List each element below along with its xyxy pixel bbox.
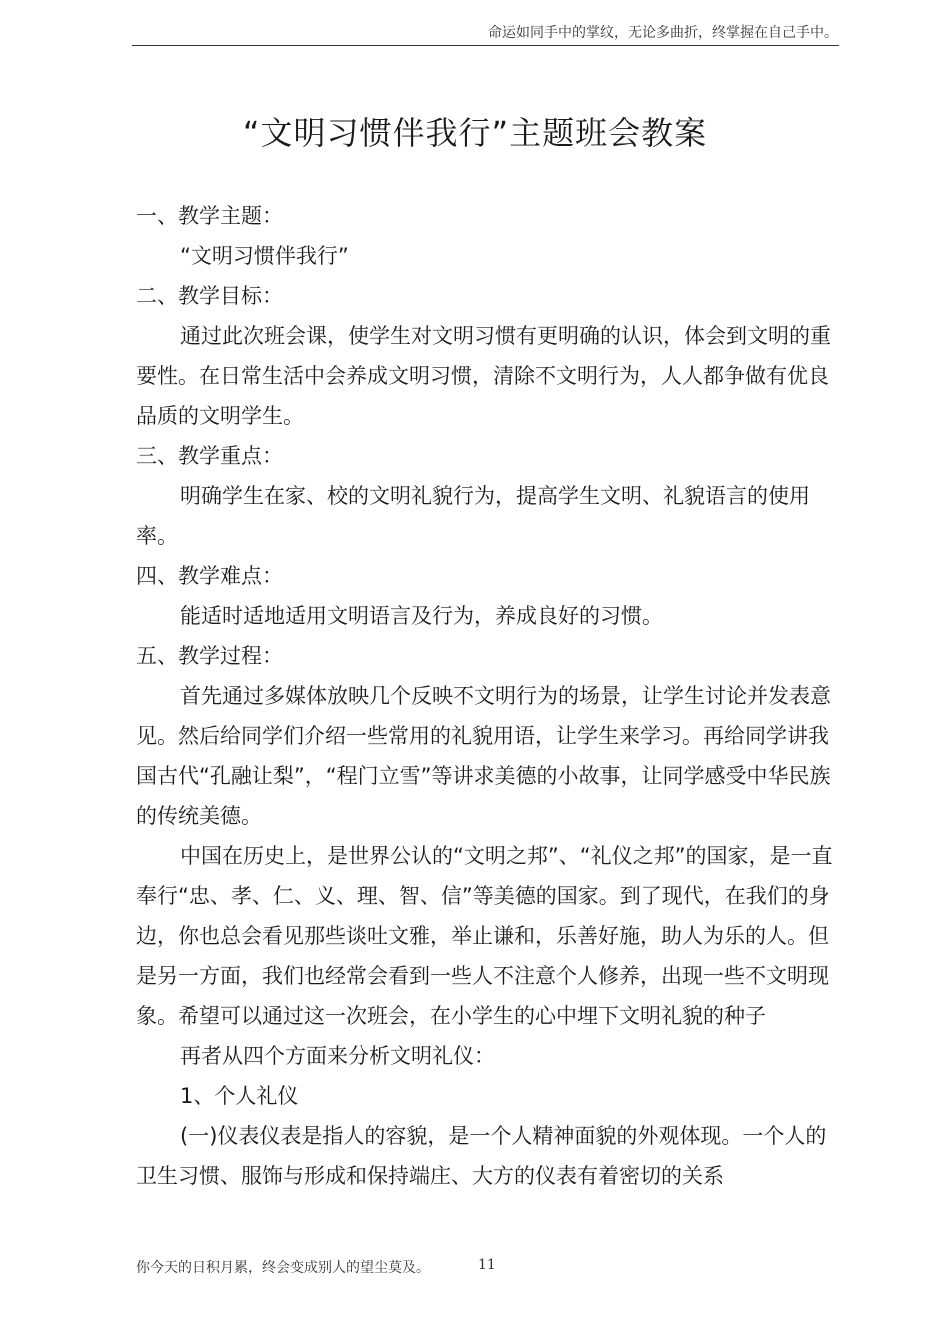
document-title: “文明习惯伴我行”主题班会教案	[242, 114, 708, 152]
page-number: 11	[478, 1257, 496, 1273]
footer-motto: 你今天的日积月累，终会变成别人的望尘莫及。	[136, 1260, 430, 1276]
theme-text: “文明习惯伴我行”	[180, 244, 349, 268]
goal-paragraph: 通过此次班会课，使学生对文明习惯有更明确的认识，体会到文明的重要性。在日常生活中会养成文明习惯，清除不文明行为，人人都争做有优良品质的文明学生。	[136, 324, 831, 428]
section-heading-process: 五、教学过程：	[136, 644, 283, 668]
header-motto: 命运如同手中的掌纹，无论多曲折，终掌握在自己手中。	[488, 25, 838, 41]
section-heading-theme: 一、教学主题：	[136, 204, 283, 228]
process-paragraph-5: (一)仪表仪表是指人的容貌，是一个人精神面貌的外观体现。一个人的卫生习惯、服饰与形成和保持端庄、大方的仪表有着密切的关系	[136, 1124, 827, 1188]
section-heading-focus: 三、教学重点：	[136, 444, 283, 468]
section-heading-goal: 二、教学目标：	[136, 284, 283, 308]
header-rule	[132, 45, 839, 46]
process-paragraph-3: 再者从四个方面来分析文明礼仪：	[180, 1044, 495, 1068]
section-heading-difficulty: 四、教学难点：	[136, 564, 283, 588]
process-paragraph-1: 首先通过多媒体放映几个反映不文明行为的场景，让学生讨论并发表意见。然后给同学们介绍一些常用的礼貌用语，让学生来学习。再给同学讲我国古代“孔融让梨”，“程门立雪”等讲求美德的小故事，让同学感受中华民族的传统美德。	[136, 684, 831, 828]
process-paragraph-2: 中国在历史上，是世界公认的“文明之邦”、“礼仪之邦”的国家，是一直奉行“忠、孝、仁、义、理、智、信”等美德的国家。到了现代，在我们的身边，你也总会看见那些谈吐文雅，举止谦和，乐善好施，助人为乐的人。但是另一方面，我们也经常会看到一些人不注意个人修养，出现一些不文明现象。希望可以通过这一次班会，在小学生的心中埋下文明礼貌的种子	[136, 844, 833, 1028]
document-body	[136, 196, 836, 1196]
focus-paragraph: 明确学生在家、校的文明礼貌行为，提高学生文明、礼貌语言的使用率。	[136, 484, 810, 548]
subsection-heading-personal-etiquette: 1、个人礼仪	[180, 1084, 299, 1108]
difficulty-paragraph: 能适时适地适用文明语言及行为，养成良好的习惯。	[180, 604, 663, 628]
